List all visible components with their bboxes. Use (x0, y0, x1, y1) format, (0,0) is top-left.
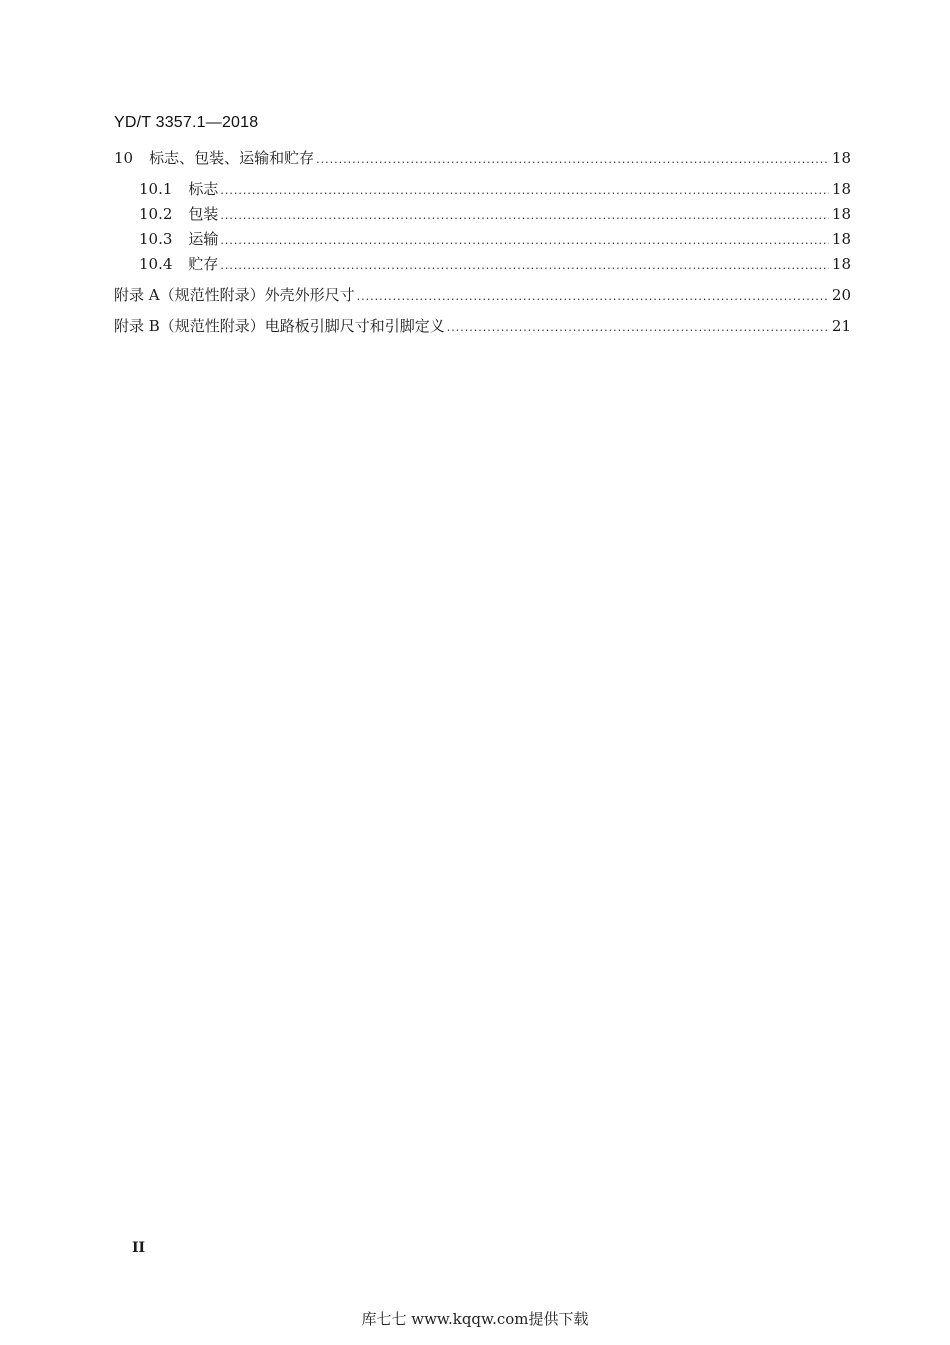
toc-entry-title: 贮存 (188, 255, 219, 273)
toc-entry-number: 10.1 (139, 180, 173, 198)
toc-entry-page: 20 (831, 286, 851, 304)
toc-entry-10-1[interactable] (139, 179, 851, 201)
toc-entry-page: 18 (831, 230, 851, 248)
toc-leader-dots (447, 318, 829, 338)
document-code-header: YD/T 3357.1—2018 (114, 114, 259, 131)
toc-entry-10[interactable] (114, 148, 851, 170)
toc-entry-number: 10.4 (139, 255, 173, 273)
toc-leader-dots (316, 150, 829, 170)
toc-leader-dots (220, 181, 828, 201)
toc-leader-dots (220, 256, 828, 276)
toc-entry-page: 18 (831, 205, 851, 223)
toc-entry-title: 标志、包装、运输和贮存 (149, 149, 315, 167)
toc-leader-dots (220, 231, 828, 251)
toc-entry-page: 18 (831, 180, 851, 198)
toc-entry-10-3[interactable] (139, 229, 851, 251)
toc-entry-10-4[interactable] (139, 254, 851, 276)
toc-entry-title: 标志 (188, 180, 219, 198)
toc-entry-title: 运输 (188, 230, 219, 248)
toc-entry-page: 18 (831, 149, 851, 167)
toc-entry-appendix-b[interactable] (114, 316, 851, 338)
toc-entry-number: 10 (114, 149, 134, 167)
download-provider-footer: 库七七 www.kqqw.com提供下载 (361, 1310, 589, 1328)
toc-leader-dots (220, 206, 828, 226)
toc-entry-number: 10.2 (139, 205, 173, 223)
toc-entry-number: 10.3 (139, 230, 173, 248)
toc-entry-title: 包装 (188, 205, 219, 223)
page-number: II (132, 1240, 146, 1256)
toc-entry-appendix-a[interactable] (114, 285, 851, 307)
toc-entry-10-2[interactable] (139, 204, 851, 226)
toc-entry-page: 21 (831, 317, 851, 335)
toc-leader-dots (357, 287, 829, 307)
toc-entry-title: 附录 B（规范性附录）电路板引脚尺寸和引脚定义 (114, 317, 445, 335)
toc-entry-page: 18 (831, 255, 851, 273)
toc-entry-title: 附录 A（规范性附录）外壳外形尺寸 (114, 286, 355, 304)
